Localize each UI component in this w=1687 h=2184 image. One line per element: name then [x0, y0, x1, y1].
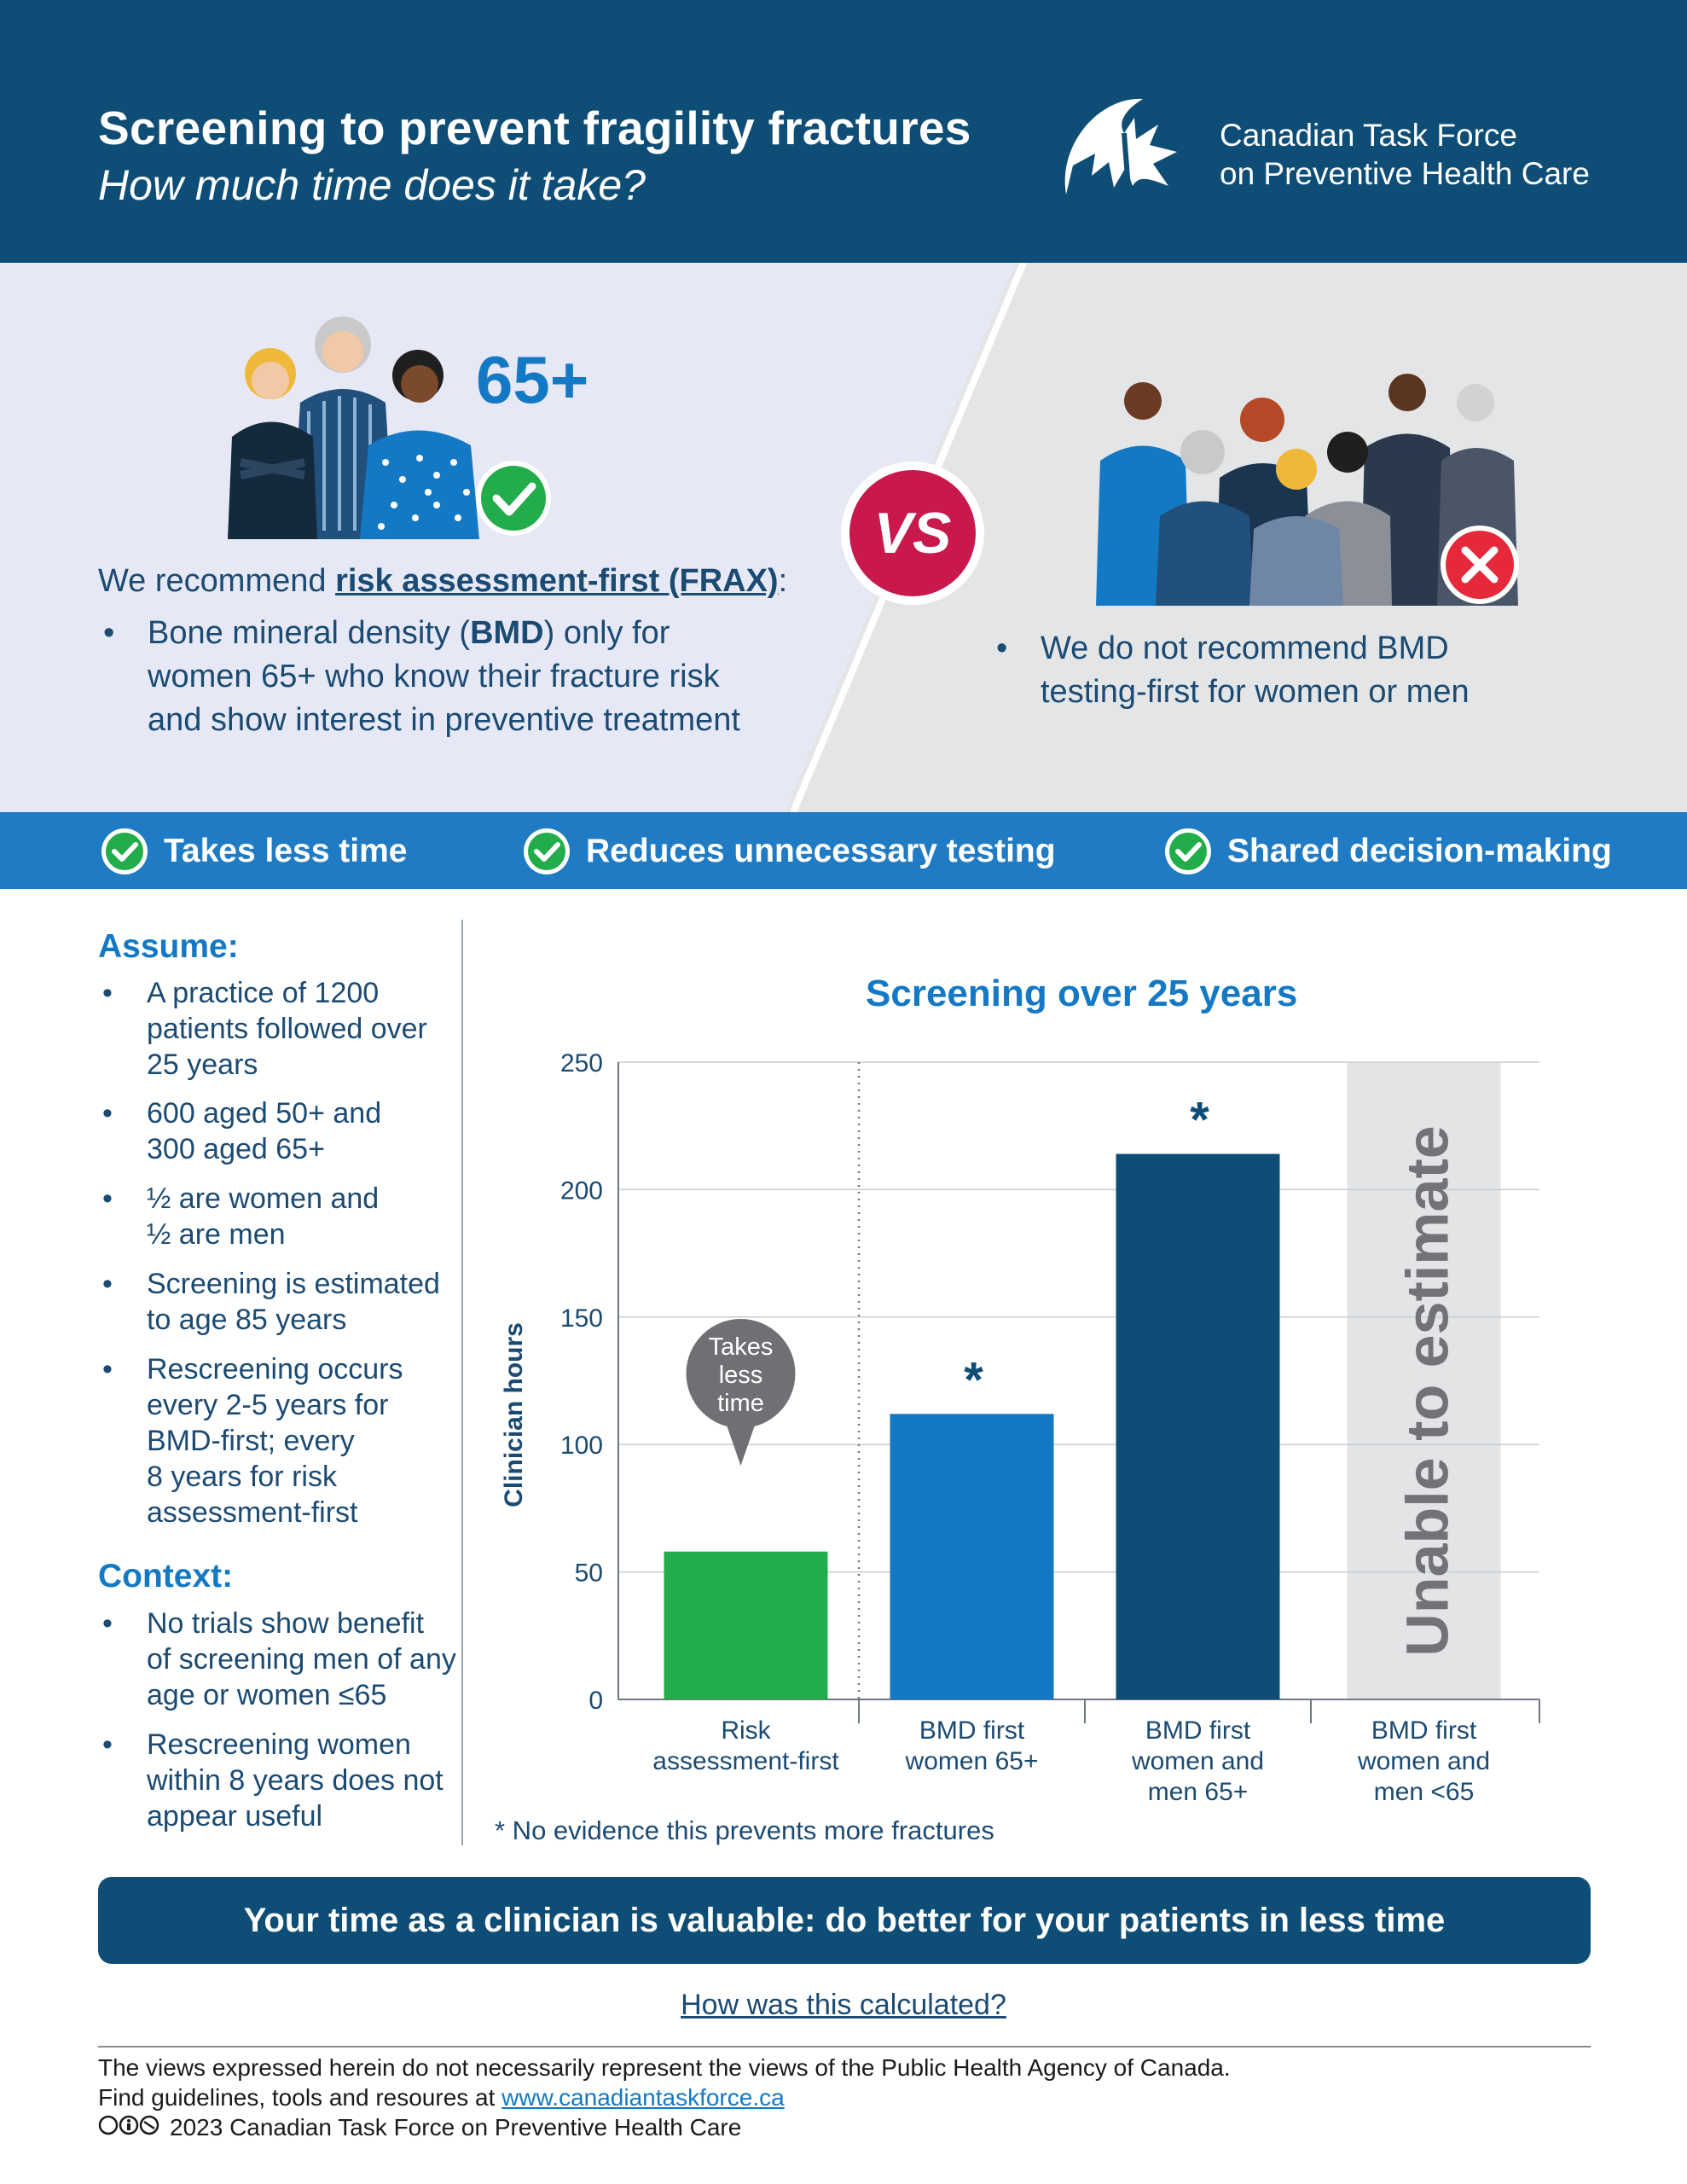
- how-calculated-link[interactable]: How was this calculated?: [681, 1989, 1006, 2021]
- frax-link[interactable]: risk assessment-first (FRAX): [335, 563, 779, 599]
- creative-commons-icon: [98, 2115, 159, 2135]
- header: [0, 0, 1687, 263]
- benefit-less-time: Takes less time: [101, 828, 407, 875]
- benefit-reduces-testing: Reduces unnecessary testing: [523, 828, 1056, 875]
- page-subtitle: How much time does it take?: [98, 161, 646, 209]
- context-item: • Rescreening women within 8 years does not appear useful: [102, 1728, 443, 1833]
- disclaimer-text: The views expressed herein do not necessarily represent the views of the Public Health Agency of Canada.: [98, 2054, 1231, 2081]
- mixed-group-illustration: [1083, 367, 1527, 606]
- women-65-group-illustration: [223, 300, 582, 539]
- column-divider: [461, 920, 463, 1845]
- x-category-label: Risk: [721, 1716, 771, 1745]
- clinician-hours-chart: [478, 1024, 1552, 1809]
- y-tick-label: 100: [559, 1432, 603, 1461]
- callout-text: time: [717, 1390, 764, 1417]
- website-link[interactable]: www.canadiantaskforce.ca: [501, 2084, 785, 2111]
- not-recommended-bullet: • We do not recommend BMD testing-first for women or men: [996, 630, 1470, 710]
- check-icon: [1164, 828, 1212, 875]
- x-category-label: men 65+: [1147, 1778, 1249, 1806]
- x-category-label: BMD first: [1145, 1716, 1251, 1745]
- bar: [1116, 1154, 1280, 1699]
- maple-leaf-logo-icon: [1058, 92, 1182, 200]
- asterisk-mark: *: [1190, 1092, 1209, 1148]
- resources-line: Find guidelines, tools and resoures at www.canadiantaskforce.ca: [98, 2084, 785, 2111]
- x-category-label: BMD first: [919, 1716, 1025, 1745]
- x-category-label: women and: [1131, 1747, 1265, 1775]
- vs-label: VS: [873, 501, 952, 566]
- recommendation-heading: We recommend risk assessment-first (FRAX):: [98, 563, 788, 599]
- asterisk-mark: *: [964, 1352, 983, 1409]
- chart-footnote: * No evidence this prevents more fractures: [495, 1815, 994, 1845]
- context-heading: Context:: [98, 1558, 234, 1594]
- callout-text: Takes: [708, 1333, 774, 1361]
- footer-divider: [98, 2046, 1591, 2048]
- y-tick-label: 0: [588, 1687, 603, 1715]
- context-item: • No trials show benefit of screening men of any age or women ≤65: [102, 1607, 456, 1711]
- x-category-label: BMD first: [1371, 1716, 1477, 1745]
- recommendation-bullet: • Bone mineral density (BMD) only for women 65+ who know their fracture risk and show interest in preventive treatment: [103, 615, 740, 738]
- callout-text: less: [718, 1362, 763, 1389]
- y-tick-label: 150: [559, 1304, 603, 1333]
- x-category-label: women and: [1357, 1747, 1491, 1775]
- benefits-bar: [0, 812, 1687, 889]
- assume-item: • Rescreening occurs every 2-5 years for BMD-first; every 8 years for risk assessment-first: [102, 1353, 403, 1529]
- assume-item: • 600 aged 50+ and 300 aged 65+: [102, 1097, 382, 1165]
- x-category-label: assessment-first: [652, 1747, 839, 1775]
- x-category-label: men <65: [1373, 1778, 1475, 1806]
- y-tick-label: 50: [574, 1559, 603, 1588]
- assume-item: • Screening is estimated to age 85 years: [102, 1268, 440, 1336]
- assume-item: • ½ are women and ½ are men: [102, 1182, 380, 1251]
- assume-item: • A practice of 1200 patients followed over 25 years: [102, 977, 427, 1081]
- assume-heading: Assume:: [98, 928, 239, 965]
- age-65-plus-label: 65+: [476, 342, 589, 417]
- bar: [890, 1414, 1054, 1699]
- check-icon: [523, 828, 571, 875]
- y-axis-label: Clinician hours: [500, 1322, 528, 1507]
- copyright-line: 2023 Canadian Task Force on Preventive Health Care: [98, 2114, 741, 2141]
- org-name: Canadian Task Force on Preventive Health Care: [1220, 118, 1590, 191]
- bar: [664, 1552, 828, 1699]
- check-icon: [101, 828, 148, 875]
- y-tick-label: 200: [559, 1176, 603, 1205]
- page-title: Screening to prevent fragility fractures: [98, 102, 971, 154]
- x-category-label: women 65+: [905, 1747, 1039, 1775]
- vs-badge: [840, 461, 985, 606]
- unable-to-estimate-label: Unable to estimate: [1394, 1125, 1461, 1657]
- clinician-time-banner: Your time as a clinician is valuable: do better for your patients in less time: [98, 1877, 1591, 1964]
- y-tick-label: 250: [559, 1049, 603, 1077]
- chart-title: Screening over 25 years: [866, 973, 1298, 1014]
- benefit-shared-decision: Shared decision-making: [1164, 828, 1612, 875]
